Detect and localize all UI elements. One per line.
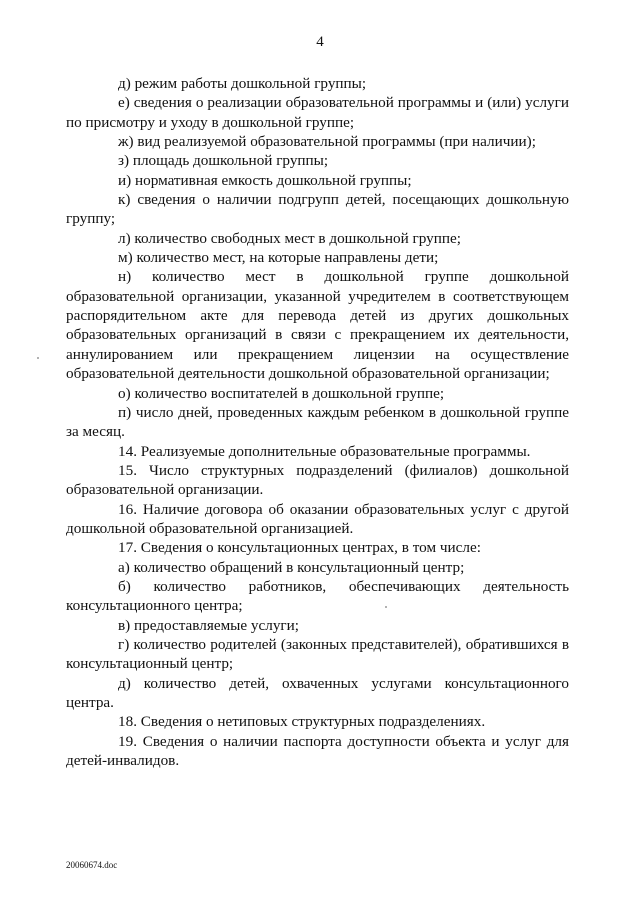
document-body [66, 74, 569, 770]
section-17-item-a: а) количество обращений в консультационный центр; [118, 558, 465, 576]
scan-speck [385, 606, 387, 608]
list-item-l: л) количество свободных мест в дошкольной группе; [118, 229, 461, 247]
list-item-p: п) число дней, проведенных каждым ребенком в дошкольной группе за месяц. [66, 403, 569, 441]
section-17-item-v: в) предоставляемые услуги; [118, 616, 300, 634]
list-item-zh: ж) вид реализуемой образовательной программы (при наличии); [118, 133, 536, 151]
section-17: 17. Сведения о консультационных центрах, в том числе: [118, 539, 481, 557]
section-17-item-g: г) количество родителей (законных представителей), обратившихся в консультационный центр; [66, 635, 569, 673]
list-item-k: к) сведения о наличии подгрупп детей, посещающих дошкольную группу; [66, 191, 569, 228]
list-item-e: е) сведения о реализации образовательной программы и (или) услуги по присмотру и уходу в дошкольной группе; [66, 94, 569, 131]
list-item-z: з) площадь дошкольной группы; [118, 152, 329, 170]
list-item-i: и) нормативная емкость дошкольной группы; [118, 171, 412, 189]
footer-filename: 20060674.doc [66, 860, 118, 870]
section-16: 16. Наличие договора об оказании образовательных услуг с другой дошкольной образовательной организацией. [66, 500, 569, 537]
list-item-d: д) режим работы дошкольной группы; [118, 75, 367, 92]
section-17-item-d: д) количество детей, охваченных услугами консультационного центра. [66, 674, 569, 711]
section-19: 19. Сведения о наличии паспорта доступности объекта и услуг для детей-инвалидов. [66, 732, 569, 770]
list-item-m: м) количество мест, на которые направлены дети; [118, 249, 439, 267]
section-17-item-b: б) количество работников, обеспечивающих деятельность консультационного центра; [66, 577, 569, 615]
section-15: 15. Число структурных подразделений (филиалов) дошкольной образовательной организации. [66, 461, 569, 499]
section-14: 14. Реализуемые дополнительные образовательные программы. [118, 442, 531, 460]
section-18: 18. Сведения о нетиповых структурных подразделениях. [118, 713, 486, 731]
list-item-n: н) количество мест в дошкольной группе дошкольной образовательной организации, указанной учредителем в соответствующем распорядительном акте для перевода детей из других дошкольных образовательных организаций в связи с прекращением их деятельности, аннулированием или прекращением лицензии на осуществление образовательной деятельности дошкольной образовательной организации; [66, 268, 569, 383]
list-item-o: о) количество воспитателей в дошкольной группе; [118, 384, 445, 402]
page-number: 4 [316, 34, 324, 50]
scan-speck [37, 357, 39, 359]
